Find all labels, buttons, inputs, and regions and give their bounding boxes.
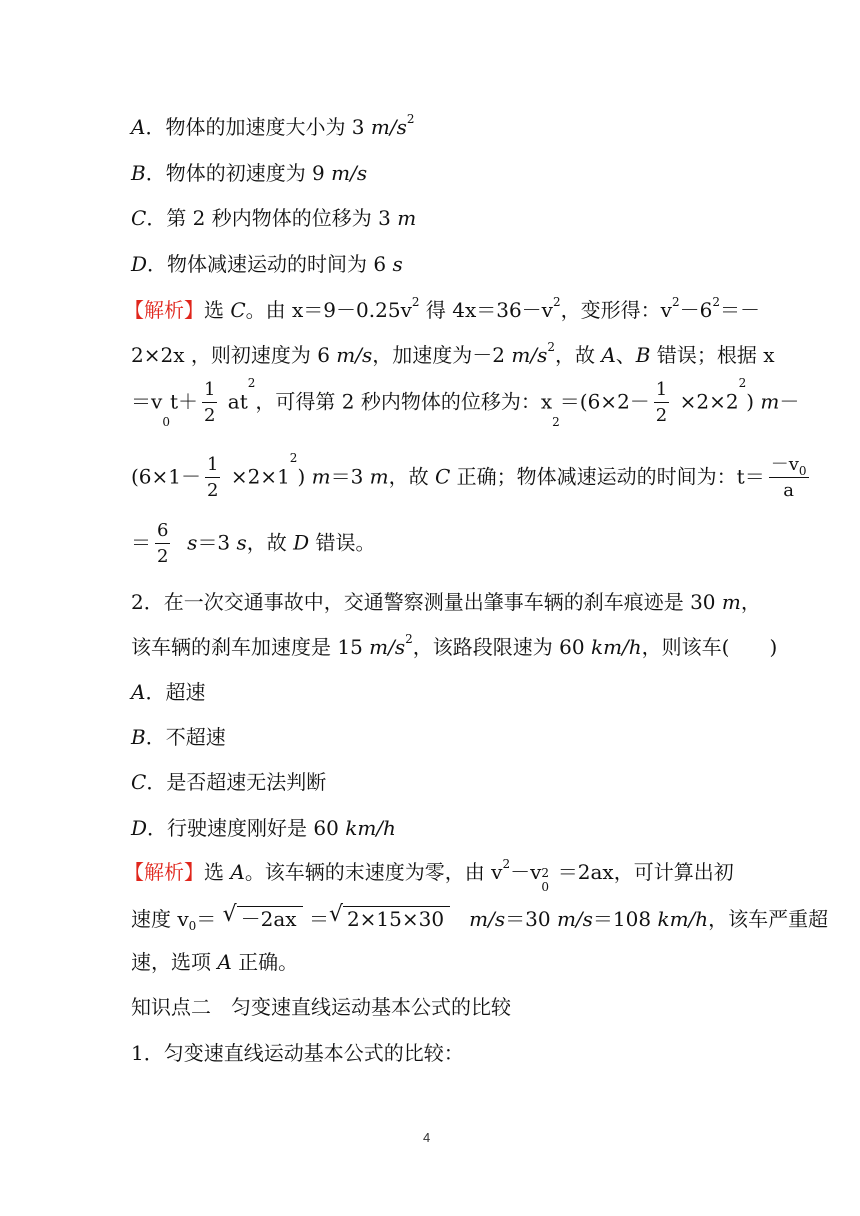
- q1-analysis-line-2: 2×2x ，则初速度为 6 m/s，加速度为－2 $m/s^2$，故 A、B 错误；根据 x: [131, 340, 775, 367]
- q2-analysis-line-2: 速度 $v_0=$ √ －2ax ＝ √ 2×15×30 m/s＝30 m/s＝108 km/h，该车严重超: [131, 902, 829, 933]
- sqrt-2x15x30: √ 2×15×30: [329, 906, 450, 929]
- q2-option-c: C．是否超速无法判断: [131, 770, 327, 794]
- q1-option-c: C．第 2 秒内物体的位移为 3 m: [131, 206, 417, 230]
- analysis-label: 【解析】: [124, 860, 204, 884]
- fraction-half: $\frac{1}{2}$: [204, 379, 216, 426]
- sqrt-minus-2ax: √ －2ax: [223, 906, 303, 929]
- q2-analysis-line-1: 【解析】选 A。该车辆的末速度为零，由 $v^2-v$ 2 0 ＝2ax，可计算出初: [124, 857, 734, 894]
- section-item-1: 1．匀变速直线运动基本公式的比较：: [131, 1041, 464, 1065]
- q2-analysis-line-3: 速，选项 A 正确。: [131, 950, 299, 974]
- section-heading: 知识点二 匀变速直线运动基本公式的比较: [131, 995, 511, 1019]
- analysis-label: 【解析】: [124, 298, 204, 322]
- q2-option-d: D．行驶速度刚好是 60 km/h: [131, 816, 396, 840]
- q1-analysis-line-4: (6×1－ $\frac{1}{2}$ $\times 2\times 1^2$) m＝3 m，故 C 正确；物体减速运动的时间为：t＝ $\frac{-v_0}{a}$: [131, 451, 807, 501]
- q2-stem-line-1: 2．在一次交通事故中，交通警察测量出肇事车辆的刹车痕迹是 30 m，: [131, 590, 761, 614]
- q2-option-b: B．不超速: [131, 725, 226, 749]
- fraction-time: $\frac{-v_0}{a}$: [770, 454, 807, 501]
- q2-stem-line-2: 该车辆的刹车加速度是 15 $m/s^2$，该路段限速为 60 km/h，则该车( ): [131, 632, 778, 659]
- q1-analysis-line-5: ＝ $\frac{6}{2}$ s＝3 s，故 D 错误。: [131, 520, 376, 567]
- q2-option-a: A．超速: [131, 680, 206, 704]
- q1-analysis-line-1: 【解析】选 C。由 $x=9-0.25v^2$ 得 $4x=36-v^2$，变形得：$v^2-6^2=-$: [124, 295, 760, 322]
- fraction-six-over-two: $\frac{6}{2}$: [157, 520, 169, 567]
- q1-option-a: A．物体的加速度大小为 3 $m/s^2$: [131, 112, 415, 139]
- q1-analysis-line-3: $=v_0t+$ $\frac{1}{2}$ $at^2$，可得第 2 秒内物体的位移为：$x_2=(6\times 2-$ $\frac{1}{2}$ $\times 2\times 2^2$) m－: [131, 376, 800, 429]
- q1-option-b: B．物体的初速度为 9 m/s: [131, 161, 368, 185]
- fraction-half: $\frac{1}{2}$: [207, 454, 219, 501]
- fraction-half: $\frac{1}{2}$: [655, 379, 668, 426]
- q1-option-d: D．物体减速运动的时间为 6 s: [131, 252, 403, 276]
- page-number: 4: [423, 1130, 431, 1145]
